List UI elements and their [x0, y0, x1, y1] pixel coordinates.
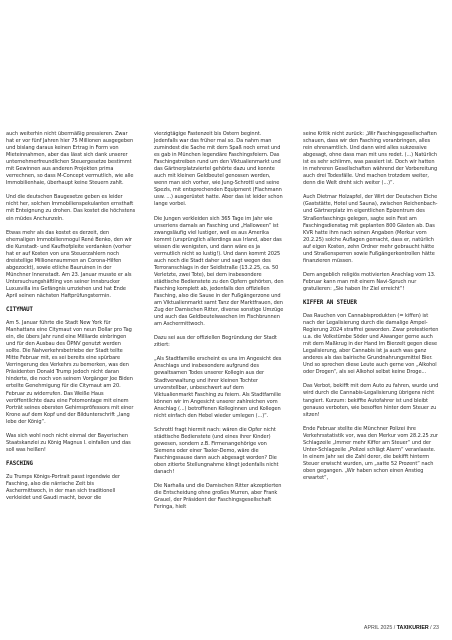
section-heading-fasching: FASCHING [6, 460, 33, 467]
paragraph: Ende Februar stellte die Münchner Polizei ihre Verkehrsstatistik vor, was den Merkur vom 28.2.25 zur Schlagzeile „Immer mehr Kiffer am Steuer“ und der Unter-Schlagzeile „Polizei schlägt Alarm“ veranlasste. In einem Jahr sei die Zahl derer, die bekifft hinterm Steuer erwischt wurden, um „satte 52 Prozent“ nach oben gegangen. „Wir haben schon einen Anstieg erwartet“, [303, 425, 438, 481]
section-heading-kiffer: KIFFER AN STEUER [303, 299, 357, 306]
page-number: / 23 [428, 625, 439, 631]
article-column-2 [154, 131, 284, 518]
quote-paragraph: „Als Stadtfamilie erscheint es uns im Angesicht des Anschlags und insbesondere aufgrund des gewaltsamen Todes unserer Kollegin aus der Stadtverwaltung und ihrer kleinen Tochter unvorstellbar, unbeschwert auf dem Viktualienmarkt Fasching zu feiern. Als Stadtfamilie können wir im Angesicht unserer zahlreichen vom Anschlag (...) betroffenen Kolleginnen und Kollegen nicht einfach den Hebel wieder umlegen (...)“. [154, 356, 282, 419]
article-column-3 [303, 131, 439, 489]
paragraph: Dazu sei aus der offiziellen Begründung der Stadt zitiert: [154, 335, 277, 349]
paragraph: Was sich wohl noch nicht einmal der Bayerischen Staatskanzlei zu König Magnus I. einfallen und das soll was heißen! [6, 432, 131, 453]
paragraph: Auch Dietmar Holzapfel, der Wirt der Deutschen Eiche (Gaststätte, Hotel und Sauna), zwischen Reichenbach- und Gärtnerplatz im eigentlichen Epizentrum des Straßenfaschings gelegen, sagte sein Fest am Faschingsdienstag mit geplanten 800 Gästen ab. Das KVR hatte ihm nach seinen Angaben (Merkur vom 20.2.25) solche Auflagen gemacht, dass er, natürlich auf eigen Kosten, zehn Ordner mehr gebraucht hätte und Straßensperren sowie Fußgängerkontrollen hätte finanzieren müssen. [303, 194, 438, 264]
magazine-name: TAXIKURIER [396, 625, 429, 631]
paragraph: Dem angeblich religiös motivierten Anschlag vom 13. Februar kann man mit einem Navi-Spruch nur gratulieren: „Sie haben Ihr Ziel erreicht“! [303, 271, 436, 292]
section-heading-citymaut: CITYMAUT [6, 307, 33, 314]
paragraph: Schrottl fragt hiermit nach: wären die Opfer nicht städtische Bedienstete (und eines ihrer Kinder) gewesen, sondern z.B. Firmenangehörige von Siemens oder einer Taxler-Demo, wäre die Faschingssause dann auch abgesagt worden? Die oben zitierte Stellungnahme klingt jedenfalls nicht danach! [154, 426, 279, 476]
paragraph: Die Narhalla und die Damischen Ritter akzeptierten die Entscheidung ohne großes Murren, aber Frank Grauel, der Präsident der Faschingsgesellschaft Feringa, hielt [154, 483, 282, 511]
paragraph: Am 5. Januar führte die Stadt New York für Manhattans eine Citymaut von neun Dollar pro Tag ein, die übers Jahr rund eine Milliarde einbringen und für den Ausbau des ÖPNV genutzt werden sollte. Die Nahverkehrsbetriebe der Stadt teilte Mitte Februar mit, es sei bereits eine spürbare Verringerung des Verkehrs zu bemerken, was den Präsidenten Donald Trump jedoch nicht daran hinderte, die noch von seinem Vorgänger Joe Biden erteilte Genehmigung für die Citymaut am 20. Februar zu widerrufen. Das Weiße Haus veröffentlichte dazu eine Fotomontage mit einem Porträt seines obersten Gehirnspröfessors mit einer Krone auf dem Kopf und der Bildunterschrift „lang lebe der König“. [6, 320, 134, 425]
issue-date: APRIL 2025 / [363, 625, 397, 631]
article-column-1 [6, 131, 136, 509]
paragraph: Das Verbot, bekifft mit dem Auto zu fahren, wurde und wird durch die Cannabis-Legalisierung übrigens nicht tangiert. Kurzum: bekiffte Autofahrer ist und bleibt genauso verboten, wie besoffen hinter dem Steuer zu sitzen! [303, 383, 439, 418]
paragraph: vierzigtägige Fastenzeit bis Ostern beginnt. Jedenfalls war das früher mal so. Da nahm man zumindest die Sache mit dem Spaß noch ernst und es gab in München legendäre Faschingsfeiern. Das Faschingstreiben rund um den Viktualienmarkt und das Gärtnerplatzviertel gehörte dazu und konnte auch mit kleinen Geldbeutel genossen werden, wenn man sich vorher, wie Jung-Schrottl und seine Spezls, mit entsprechenden Equipment (Flachmann usw. ...) ausgerüstet hatte. Aber das ist leider schon lange vorbei. [154, 131, 283, 208]
paragraph: Etwas mehr als das kostet es derzeit, den ehemaligen Immobilienmogul René Benko, den wir die Kunstadt- und Kaufhofpleite verdanken (vorher hat er auf Kosten von uns Steuerzahlern noch dreistellige Millionensummen an Corona-Hilfen abgezockt), sowie etliche Bauruinen in der Münchner Innenstadt. Am 23. Januar musste er als Untersuchungshäftling von seiner Innsbrucker Luxusvilla ins Gefängnis umziehen und hat Ende April seinen nächsten Haftprüfungstermin. [6, 229, 132, 299]
paragraph: seine Kritik nicht zurück: „Wir Faschingsgesellschaften schauen, dass wir den Fasching voranbringen, alles rein ehrenamtlich. Und dann wird alles sukzessive abgesagt, ohne dass man mit uns redet. (...) Natürlich ist es sehr schlimm, was passiert ist. Doch wir hatten in mehreren Gesellschaften während der Vorbereitung auch drei Todesfälle. Und machen trotzdem weiter, denn die Welt dreht sich weiter (...)“. [303, 131, 438, 187]
paragraph: auch weiterhin nicht übermäßig pressieren. Zwar hat er vor fünf Jahren hier 75 Millionen ausgegeben und bislang daraus keinen Ertrag in Form von Mieteinnahmen, aber das lässt sich dank unserer unternehmerfreundlichen Steuergesetze bestimmt mit Gewinnen aus anderen Projekten prima verrechnen, so dass M-Concept vermutlich, wie alle Immobilienhaie, überhaupt keine Steuern zahlt. [6, 131, 134, 187]
paragraph: Und die deutschen Baugesetze geben es leider nicht her, solchen Immobilienspekulanten ernsthaft mit Enteignung zu drohen. Das kostet die höchstens ein müdes Anchunzeln. [6, 194, 136, 222]
page-footer [364, 625, 439, 631]
paragraph: Das Rauchen von Cannabisprodukten (= kiffen) ist nach der Legalisierung durch die damalige Ampel-Regierung 2024 straffrei geworden. Zwar protestierten u.a. die Volkstümbe Söder und Aiwanger gerne auch mit dem Maßkrug in der Hand Im Bierzelt gegen diese Legalisierung, aber Cannabis ist ja auch was ganz anderes als das bairische Grundnahrungsmittel Bier. Und so sprechen diese Leute auch gerne von „Alkohol oder Drogen“, als sei Alkohol selbst keine Droge... [303, 312, 439, 376]
paragraph: Zu Trumps Königs-Portrait passt irgendwie der Fasching, also die närrische Zeit bis Aschermittwoch, in der man sich traditionell verkleidet und Gaudi macht, bevor die [6, 473, 120, 502]
paragraph: Die Jungen verkleiden sich 365 Tage im Jahr wie unseriens damals an Fasching und „Halloween“ ist zwangsläufig viel lustiger, weil es aus Amerika kommt (ursprünglich allerdings aus Irland, aber das wissen die wenigsten, und dann wäre es ja vermutlich nicht so lustig!). Und dann kommt 2025 auch noch die Stadt daher und sagt wegen des Terroranschlags in der Seidlstraße (13.2.25, ca. 50 Verletzte, zwei Tote), bei dem insbesondere städtische Bedienstete zu den Opfern gehörten, den Fasching komplett ab, jedenfalls den offiziellen Fasching, also die Sause in der Fußgängerzone und am Viktualienmarkt samt Tanz der Marktfrauen, den Zug der Damischen Ritter, diverse sonstige Umzüge und auch das Geldbeutelwaschen im Fischbrunnen am Aschermittwoch. [154, 215, 284, 328]
